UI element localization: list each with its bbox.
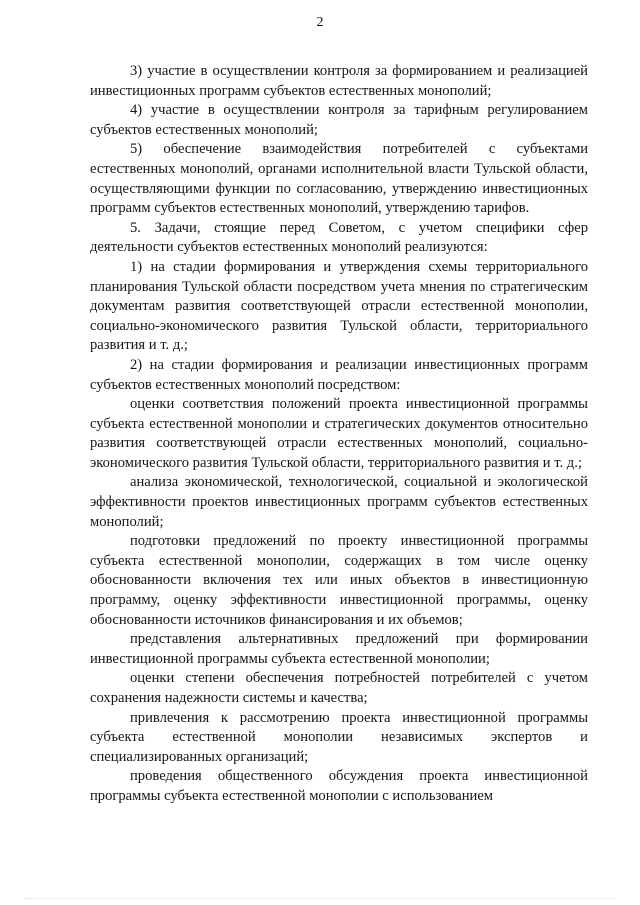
paragraph-stage-2: 2) на стадии формирования и реализации инвестиционных программ субъектов естественных монополий посредством: xyxy=(90,356,588,393)
paragraph-analysis: анализа экономической, технологической, социальной и экологической эффективности проектов инвестиционных программ субъектов естественных монополий; xyxy=(90,474,588,530)
paragraph-stage-1: 1) на стадии формирования и утверждения схемы территориального планирования Тульской области посредством учета мнения по стратегическим документам развития соответствующей отрасли естественной монополии, социально-экономического развития Тульской области, территориального развития и т. д.; xyxy=(90,258,588,354)
paragraph-experts: привлечения к рассмотрению проекта инвестиционной программы субъекта естественной монополии независимых экспертов и специализированных организаций; xyxy=(90,709,588,765)
paragraph-alternatives: представления альтернативных предложений при формировании инвестиционной программы субъекта естественной монополии; xyxy=(90,631,588,667)
paragraph-assessment: оценки соответствия положений проекта инвестиционной программы субъекта естественной монополии и стратегических документов относительно развития соответствующей отрасли естественных монополий, социально-экономического развития Тульской области, территориального развития и т. д.; xyxy=(90,396,588,471)
paragraph-item-5: 5) обеспечение взаимодействия потребителей с субъектами естественных монополий, органами исполнительной власти Тульской области, осуществляющими функции по согласованию, утверждению инвестиционных программ субъектов естественных монополий, утверждению тарифов. xyxy=(90,141,588,217)
paragraph-item-3: 3) участие в осуществлении контроля за формированием и реализацией инвестиционных программ субъектов естественных монополий; xyxy=(90,63,588,99)
paragraph-needs-assessment: оценки степени обеспечения потребностей потребителей с учетом сохранения надежности системы и качества; xyxy=(90,670,588,706)
paragraph-item-4: 4) участие в осуществлении контроля за тарифным регулированием субъектов естественных монополий; xyxy=(90,102,588,138)
scan-artifact-line xyxy=(24,897,616,899)
paragraph-public-discussion: проведения общественного обсуждения проекта инвестиционной программы субъекта естественной монополии с использованием xyxy=(90,768,588,804)
paragraph-section-5: 5. Задачи, стоящие перед Советом, с учетом специфики сфер деятельности субъектов естественных монополий реализуются: xyxy=(90,219,588,256)
paragraph-proposals: подготовки предложений по проекту инвестиционной программы субъекта естественной монополии, содержащих в том числе оценку обоснованности включения тех или иных объектов в инвестиционную программу, оценку эффективности инвестиционной программы, оценку обоснованности источников финансирования и их объемов; xyxy=(90,533,588,628)
document-body xyxy=(90,62,588,807)
page-number: 2 xyxy=(316,15,324,30)
